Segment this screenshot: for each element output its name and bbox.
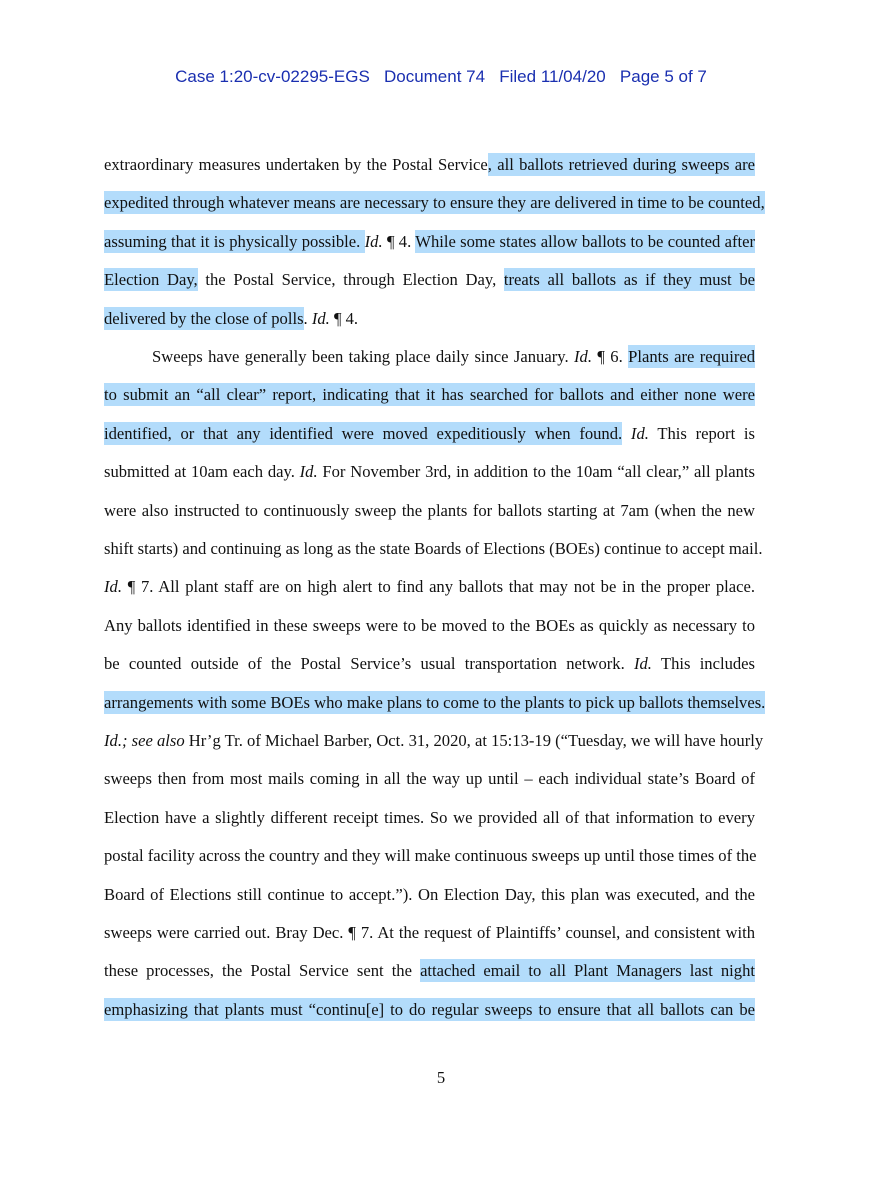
highlighted-text: to submit an “all clear” report, indicating that it has searched for ballots and either none were [104,385,755,404]
text-line [152,344,755,370]
case-header: Case 1:20-cv-02295-EGS Document 74 Filed 11/04/20 Page 5 of 7 [175,67,707,86]
highlighted-text: Election Day, [104,270,198,289]
italic-citation: Id. [574,347,592,366]
text-line [104,536,763,562]
text-segment: Hr’g Tr. of Michael Barber, Oct. 31, 2020, at 15:13-19 (“Tuesday, we will have hourly [184,731,764,750]
text-segment: were also instructed to continuously sweep the plants for ballots starting at 7am (when the new [104,501,755,520]
text-segment: For November 3rd, in addition to the 10am “all clear,” all plants [317,462,755,481]
text-line [104,152,755,178]
text-segment: sweeps were carried out. Bray Dec. ¶ 7. At the request of Plaintiffs’ counsel, and consistent with [104,923,755,942]
highlighted-text: , all ballots retrieved during sweeps are [487,155,756,174]
text-segment: ¶ 7. All plant staff are on high alert to find any ballots that may not be in the proper place. [121,577,755,596]
highlighted-text: delivered by the close of polls [104,309,304,328]
text-segment: shift starts) and continuing as long as the state Boards of Elections (BOEs) continue to accept mail. [104,539,763,558]
text-segment: ¶ 4. [329,309,359,328]
text-line [104,421,755,447]
highlighted-text: attached email to all Plant Managers last night [420,961,755,980]
text-segment: submitted at 10am each day. [104,462,300,481]
text-segment: ¶ 4. [382,232,416,251]
italic-citation: Id. [311,309,330,328]
text-line [104,498,755,524]
highlighted-text: arrangements with some BOEs who make plans to come to the plants to pick up ballots themselves. [104,693,766,712]
text-segment: be counted outside of the Postal Service’s usual transportation network. [104,654,634,673]
highlighted-text: treats all ballots as if they must be [503,270,755,289]
text-line [104,574,755,600]
highlighted-text: While some states allow ballots to be counted after [415,232,755,251]
text-segment [622,424,631,443]
text-segment: Board of Elections still continue to accept.”). On Election Day, this plan was executed, and the [104,885,755,904]
text-line [104,613,755,639]
text-segment: these processes, the Postal Service sent the [104,961,421,980]
text-line [104,805,755,831]
text-line [104,267,755,293]
italic-citation: Id. [633,654,652,673]
text-line [104,190,765,216]
text-segment: postal facility across the country and they will make continuous sweeps up until those times of the [104,846,757,865]
highlighted-text: expedited through whatever means are necessary to ensure they are delivered in time to be counted, [104,193,765,212]
italic-citation: Id. [630,424,649,443]
highlighted-text: emphasizing that plants must “continu[e] to do regular sweeps to ensure that all ballots can be [104,1000,755,1019]
text-line [104,306,755,332]
text-line [104,382,755,408]
text-line [104,229,755,255]
text-line [104,920,755,946]
text-segment: This includes [651,654,755,673]
text-line [104,843,755,869]
text-segment: extraordinary measures undertaken by the Postal Service [104,155,488,174]
page-number: 5 [436,1068,446,1087]
text-segment: the Postal Service, through Election Day, [197,270,504,289]
text-segment: This report is [648,424,755,443]
italic-citation: Id. [364,232,383,251]
text-line [104,459,755,485]
text-segment: ¶ 6. [591,347,629,366]
italic-citation: Id.; see also [104,731,185,750]
text-line [104,690,766,716]
text-segment: . [303,309,312,328]
text-segment: Any ballots identified in these sweeps were to be moved to the BOEs as quickly as necessary to [104,616,755,635]
text-segment: sweeps then from most mails coming in all the way up until – each individual state’s Board of [104,769,755,788]
italic-citation: Id. [299,462,318,481]
text-line [104,728,764,754]
text-line [104,651,755,677]
highlighted-text: identified, or that any identified were moved expeditiously when found. [104,424,623,443]
text-line [104,958,755,984]
text-segment: Election have a slightly different receipt times. So we provided all of that information to every [104,808,755,827]
italic-citation: Id. [104,577,122,596]
text-segment: Sweeps have generally been taking place daily since January. [152,347,574,366]
text-line [104,766,755,792]
text-line [104,997,755,1023]
highlighted-text: Plants are required [628,347,756,366]
text-line [104,882,755,908]
highlighted-text: assuming that it is physically possible. [104,232,365,251]
